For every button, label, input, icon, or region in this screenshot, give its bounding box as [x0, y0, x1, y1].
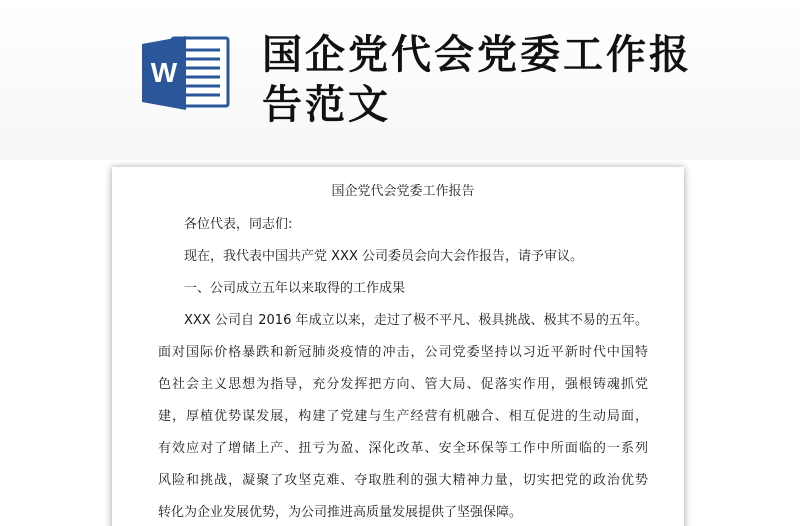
page-title: 国企党代会党委工作报告范文 [262, 32, 692, 128]
paragraph-line: 风险和挑战，凝聚了攻坚克难、夺取胜利的强大精神力量，切实把党的政治优势 [158, 473, 648, 488]
document-page [112, 167, 684, 526]
paragraph-line: 色社会主义思想为指导，充分发挥把方向、管大局、促落实作用，强根铸魂抓党 [158, 377, 648, 392]
greeting-text: 各位代表，同志们: [184, 217, 293, 232]
intro-text: 现在，我代表中国共产党 XXX 公司委员会向大会作报告，请予审议。 [184, 249, 583, 264]
paragraph-line: XXX 公司自 2016 年成立以来，走过了极不平凡、极具挑战、极其不易的五年。 [184, 313, 648, 328]
word-icon-letter: W [150, 57, 178, 88]
section-heading: 一、公司成立五年以来取得的工作成果 [184, 281, 406, 296]
document-title: 国企党代会党委工作报告 [331, 184, 475, 199]
paragraph-line: 建，厚植优势谋发展，构建了党建与生产经营有机融合、相互促进的生动局面， [158, 409, 648, 424]
paragraph-line: 有效应对了增储上产、扭亏为盈、深化改革、安全环保等工作中所面临的一系列 [158, 441, 648, 456]
word-document-icon [140, 32, 232, 112]
paragraph-line: 面对国际价格暴跌和新冠肺炎疫情的冲击，公司党委坚持以习近平新时代中国特 [158, 345, 648, 360]
paragraph-line: 转化为企业发展优势，为公司推进高质量发展提供了坚强保障。 [158, 505, 523, 520]
